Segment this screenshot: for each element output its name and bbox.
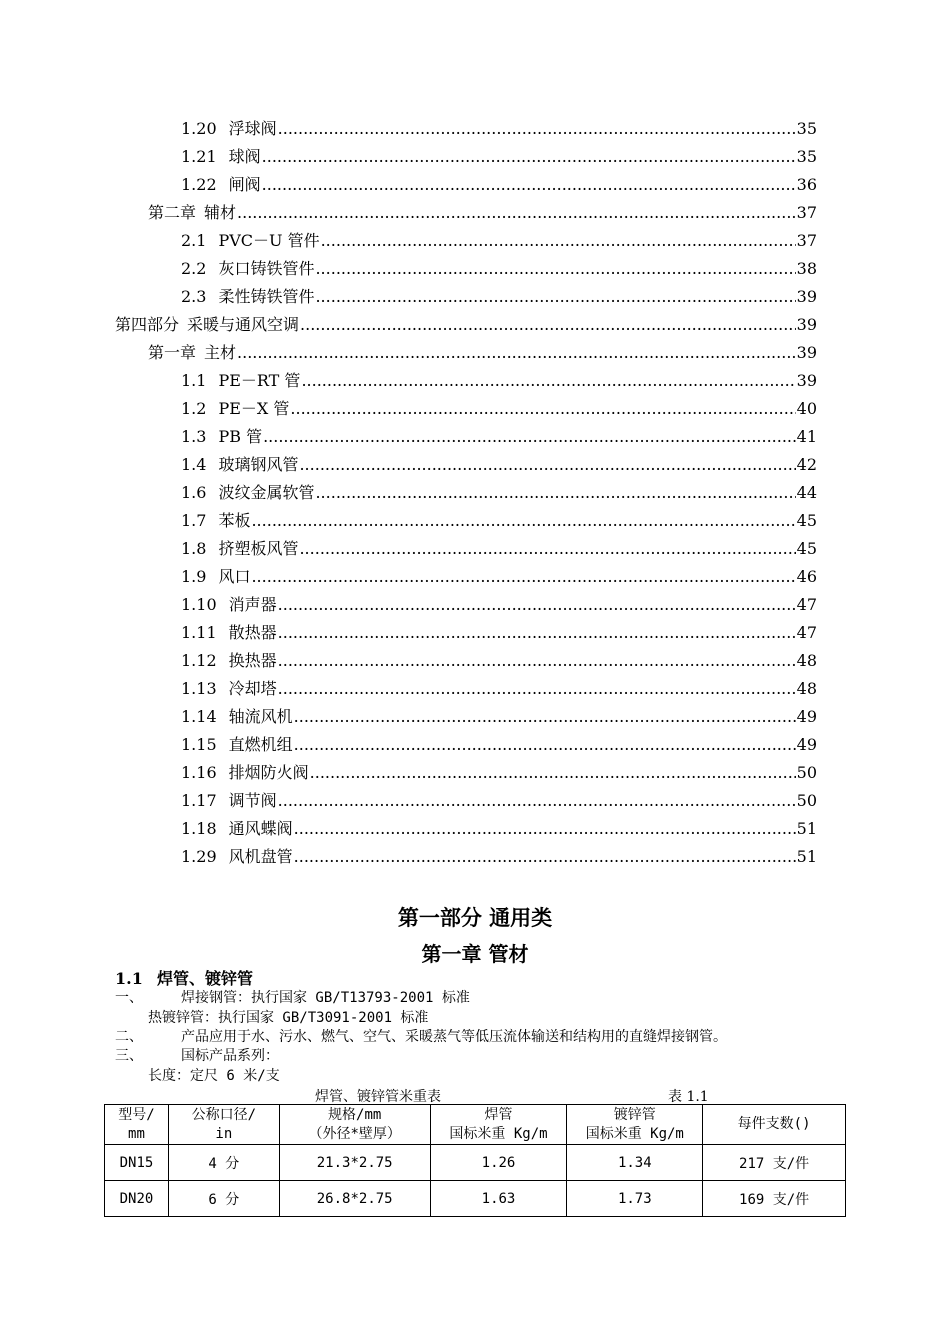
toc-leader-dots — [263, 423, 796, 451]
toc-number: 2.3 — [181, 287, 207, 306]
toc-page-number: 42 — [796, 455, 817, 474]
toc-title: 浮球阀 — [228, 119, 277, 138]
toc-page-number: 36 — [796, 175, 817, 194]
toc-page-number: 39 — [796, 315, 817, 334]
toc-title: 玻璃钢风管 — [218, 455, 299, 474]
paragraph-line — [115, 1027, 835, 1047]
toc-title: 挤塑板风管 — [218, 539, 299, 558]
toc-title: 直燃机组 — [228, 735, 293, 754]
paragraph-line — [115, 988, 835, 1008]
toc-entry[interactable] — [0, 199, 950, 227]
table-header-row — [105, 1105, 846, 1145]
toc-leader-dots — [299, 451, 795, 479]
toc-leader-dots — [294, 703, 796, 731]
toc-leader-dots — [278, 115, 796, 143]
toc-title: 闸阀 — [228, 175, 261, 194]
toc-title: 排烟防火阀 — [228, 763, 309, 782]
toc-title: 通风蝶阀 — [228, 819, 293, 838]
toc-title: 换热器 — [228, 651, 277, 670]
toc-page-number: 51 — [796, 819, 817, 838]
header-cell: 型号/ mm — [105, 1105, 169, 1145]
toc-title: PE－RT 管 — [218, 371, 301, 390]
table-number: 表 1.1 — [668, 1089, 709, 1105]
paragraph-text: 焊接钢管：执行国家 GB/T13793-2001 标准 — [181, 990, 470, 1006]
toc-entry[interactable] — [0, 115, 950, 143]
table-cell: DN15 — [105, 1145, 169, 1181]
paragraph-line — [115, 1046, 835, 1066]
toc-leader-dots — [251, 563, 795, 591]
toc-entry[interactable] — [0, 143, 950, 171]
toc-page-number: 45 — [796, 511, 817, 530]
toc-number: 1.15 — [181, 735, 217, 754]
toc-entry[interactable] — [0, 647, 950, 675]
toc-page-number: 35 — [796, 119, 817, 138]
toc-leader-dots — [294, 731, 796, 759]
toc-title: 风口 — [218, 567, 251, 586]
toc-title: 散热器 — [228, 623, 277, 642]
toc-number: 1.12 — [181, 651, 217, 670]
toc-page-number: 35 — [796, 147, 817, 166]
toc-number: 1.8 — [181, 539, 207, 558]
toc-page-number: 46 — [796, 567, 817, 586]
toc-number: 1.10 — [181, 595, 217, 614]
toc-entry[interactable] — [0, 423, 950, 451]
toc-number: 2.1 — [181, 231, 207, 250]
toc-leader-dots — [262, 171, 796, 199]
toc-entry[interactable] — [0, 675, 950, 703]
toc-entry[interactable] — [0, 507, 950, 535]
list-marker: 二、 — [115, 1029, 143, 1045]
table-cell: DN20 — [105, 1181, 169, 1217]
toc-number: 1.16 — [181, 763, 217, 782]
toc-leader-dots — [237, 199, 796, 227]
toc-title: PVC－U 管件 — [218, 231, 320, 250]
toc-page-number: 50 — [796, 763, 817, 782]
toc-leader-dots — [294, 843, 796, 871]
toc-number: 第一章 — [148, 343, 197, 362]
toc-page-number: 39 — [796, 287, 817, 306]
toc-page-number: 51 — [796, 847, 817, 866]
toc-entry[interactable] — [0, 171, 950, 199]
table-cell: 1.73 — [567, 1181, 703, 1217]
toc-page-number: 45 — [796, 539, 817, 558]
toc-title: 消声器 — [228, 595, 277, 614]
toc-title: 采暖与通风空调 — [187, 315, 300, 334]
table-of-contents — [0, 115, 950, 871]
toc-entry[interactable] — [0, 815, 950, 843]
toc-title: 辅材 — [204, 203, 237, 222]
toc-leader-dots — [315, 255, 795, 283]
toc-leader-dots — [315, 283, 795, 311]
toc-entry[interactable] — [0, 591, 950, 619]
toc-leader-dots — [278, 591, 796, 619]
table-cell: 26.8*2.75 — [279, 1181, 430, 1217]
toc-entry[interactable] — [0, 311, 950, 339]
toc-leader-dots — [278, 787, 796, 815]
table-cell: 21.3*2.75 — [279, 1145, 430, 1181]
part-heading: 第一部分 通用类 — [397, 905, 553, 930]
toc-entry[interactable] — [0, 731, 950, 759]
toc-leader-dots — [278, 619, 796, 647]
paragraph-text: 国标产品系列： — [181, 1048, 279, 1064]
table-row — [105, 1181, 846, 1217]
toc-title: 主材 — [204, 343, 237, 362]
header-cell: 每件支数() — [703, 1105, 846, 1145]
toc-page-number: 39 — [796, 343, 817, 362]
toc-title: 灰口铸铁管件 — [218, 259, 315, 278]
toc-entry[interactable] — [0, 619, 950, 647]
toc-entry[interactable] — [0, 787, 950, 815]
table-cell: 1.63 — [430, 1181, 567, 1217]
toc-title: 苯板 — [218, 511, 251, 530]
toc-leader-dots — [299, 535, 795, 563]
header-cell: 焊管 国标米重 Kg/m — [430, 1105, 567, 1145]
table-cell: 1.26 — [430, 1145, 567, 1181]
header-cell: 规格/mm （外径*壁厚） — [279, 1105, 430, 1145]
table-cell: 169 支/件 — [703, 1181, 846, 1217]
toc-number: 1.17 — [181, 791, 217, 810]
toc-page-number: 49 — [796, 735, 817, 754]
toc-number: 第四部分 — [115, 315, 180, 334]
toc-number: 1.2 — [181, 399, 207, 418]
toc-title: 调节阀 — [228, 791, 277, 810]
toc-leader-dots — [315, 479, 795, 507]
toc-title: PB 管 — [218, 427, 263, 446]
table-row — [105, 1145, 846, 1181]
toc-entry[interactable] — [0, 255, 950, 283]
toc-entry[interactable] — [0, 479, 950, 507]
toc-page-number: 41 — [796, 427, 817, 446]
toc-number: 1.22 — [181, 175, 217, 194]
toc-title: 柔性铸铁管件 — [218, 287, 315, 306]
section-heading — [115, 966, 253, 989]
toc-number: 2.2 — [181, 259, 207, 278]
toc-number: 1.20 — [181, 119, 217, 138]
toc-number: 1.11 — [181, 623, 217, 642]
toc-leader-dots — [278, 675, 796, 703]
toc-title: 冷却塔 — [228, 679, 277, 698]
weight-table — [104, 1104, 846, 1217]
toc-entry[interactable] — [0, 367, 950, 395]
toc-leader-dots — [294, 815, 796, 843]
toc-page-number: 39 — [796, 371, 817, 390]
section-title-text: 焊管、镀锌管 — [157, 969, 254, 988]
toc-number: 1.29 — [181, 847, 217, 866]
toc-entry[interactable] — [0, 563, 950, 591]
toc-number: 1.3 — [181, 427, 207, 446]
toc-entry[interactable] — [0, 843, 950, 871]
toc-title: 波纹金属软管 — [218, 483, 315, 502]
toc-leader-dots — [251, 507, 795, 535]
toc-leader-dots — [278, 647, 796, 675]
toc-leader-dots — [237, 339, 796, 367]
toc-leader-dots — [310, 759, 796, 787]
table-cell: 1.34 — [567, 1145, 703, 1181]
table-caption: 焊管、镀锌管米重表 — [315, 1089, 441, 1105]
toc-entry[interactable] — [0, 759, 950, 787]
paragraph-line: 长度：定尺 6 米/支 — [148, 1068, 280, 1084]
toc-page-number: 48 — [796, 651, 817, 670]
toc-title: 球阀 — [228, 147, 261, 166]
toc-entry[interactable] — [0, 451, 950, 479]
toc-entry[interactable] — [0, 227, 950, 255]
toc-leader-dots — [290, 395, 795, 423]
toc-page-number: 38 — [796, 259, 817, 278]
toc-number: 1.4 — [181, 455, 207, 474]
toc-entry[interactable] — [0, 395, 950, 423]
toc-number: 1.18 — [181, 819, 217, 838]
toc-number: 1.1 — [181, 371, 207, 390]
toc-page-number: 44 — [796, 483, 817, 502]
toc-page-number: 47 — [796, 623, 817, 642]
list-marker: 一、 — [115, 990, 143, 1006]
toc-leader-dots — [262, 143, 796, 171]
toc-page-number: 49 — [796, 707, 817, 726]
section-number: 1.1 — [115, 969, 143, 988]
toc-title: 轴流风机 — [228, 707, 293, 726]
toc-number: 1.9 — [181, 567, 207, 586]
chapter-heading: 第一章 管材 — [421, 942, 529, 966]
toc-page-number: 37 — [796, 203, 817, 222]
toc-leader-dots — [321, 227, 796, 255]
header-cell: 镀锌管 国标米重 Kg/m — [567, 1105, 703, 1145]
list-marker: 三、 — [115, 1048, 143, 1064]
toc-entry[interactable] — [0, 703, 950, 731]
toc-page-number: 47 — [796, 595, 817, 614]
toc-title: 风机盘管 — [228, 847, 293, 866]
table-cell: 4 分 — [168, 1145, 279, 1181]
toc-page-number: 50 — [796, 791, 817, 810]
header-cell: 公称口径/ in — [168, 1105, 279, 1145]
toc-number: 1.14 — [181, 707, 217, 726]
toc-page-number: 40 — [796, 399, 817, 418]
toc-page-number: 48 — [796, 679, 817, 698]
paragraph-text: 产品应用于水、污水、燃气、空气、采暖蒸气等低压流体输送和结构用的直缝焊接钢管。 — [181, 1029, 727, 1045]
table-cell: 6 分 — [168, 1181, 279, 1217]
toc-leader-dots — [300, 311, 796, 339]
toc-number: 1.6 — [181, 483, 207, 502]
toc-entry[interactable] — [0, 283, 950, 311]
toc-number: 1.13 — [181, 679, 217, 698]
toc-page-number: 37 — [796, 231, 817, 250]
table-cell: 217 支/件 — [703, 1145, 846, 1181]
toc-number: 1.7 — [181, 511, 207, 530]
toc-entry[interactable] — [0, 535, 950, 563]
paragraph-line: 热镀锌管：执行国家 GB/T3091-2001 标准 — [148, 1010, 429, 1026]
toc-title: PE－X 管 — [218, 399, 290, 418]
toc-leader-dots — [301, 367, 795, 395]
toc-entry[interactable] — [0, 339, 950, 367]
toc-number: 1.21 — [181, 147, 217, 166]
toc-number: 第二章 — [148, 203, 197, 222]
